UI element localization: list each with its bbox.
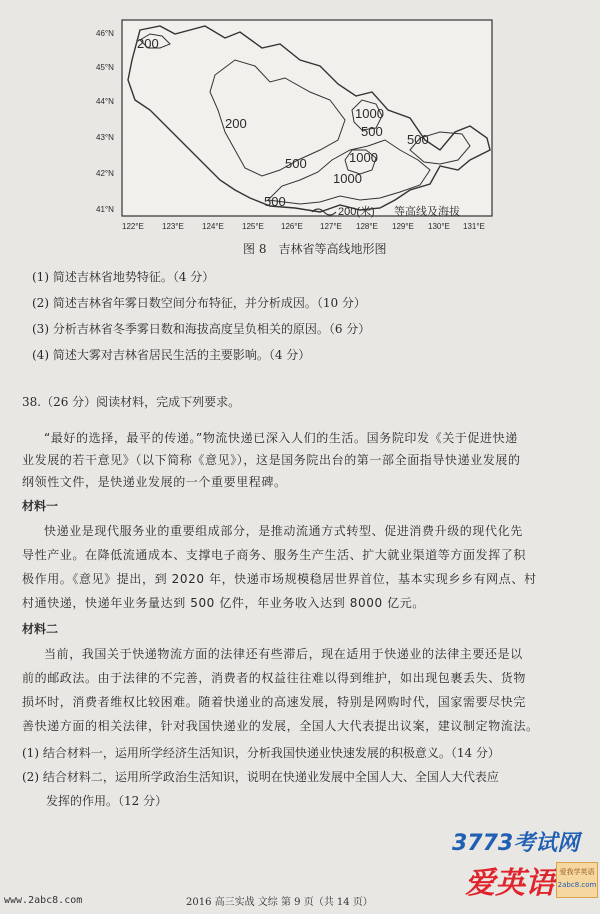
contour-label: 500 (407, 132, 429, 147)
lon-label: 125°E (242, 222, 264, 231)
contour-label: 500 (285, 156, 307, 171)
lon-labels (122, 222, 485, 231)
material-two-title: 材料二 (22, 622, 59, 636)
q38-intro-line: 业发展的若干意见》（以下简称《意见》），这是国务院出台的第一部全面指导快递业发展的 (22, 453, 521, 467)
jilin-contour-map (0, 0, 600, 240)
q37-item: (4) 简述大雾对吉林省居民生活的主要影响。（4 分） (32, 348, 311, 362)
material-two-line: 损坏时，消费者维权比较困难。随着快递业的高速发展，特别是网购时代，国家需要尽快完 (22, 695, 527, 709)
contour-label: 1000 (333, 171, 362, 186)
q37-item: (1) 简述吉林省地势特征。（4 分） (32, 270, 215, 284)
lat-label: 41°N (96, 205, 114, 214)
lon-label: 126°E (281, 222, 303, 231)
page-info: 2016 高三实战 文综 第 9 页（共 14 页） (186, 897, 373, 908)
watermark-3773: 3773考试网 (452, 831, 580, 856)
lon-label: 128°E (356, 222, 378, 231)
lon-label: 127°E (320, 222, 342, 231)
q37-item: (2) 简述吉林省年雾日数空间分布特征，并分析成因。（10 分） (32, 296, 366, 310)
contour-label: 1000 (355, 106, 384, 121)
lat-label: 46°N (96, 29, 114, 38)
legend-text: 等高线及海拔 (394, 206, 460, 218)
map-frame (122, 20, 492, 216)
watermark-small: 2abc8.com (557, 881, 597, 889)
material-one-line: 极作用。《意见》提出，到 2020 年，快递市场规模稳居世界首位，基本实现乡乡有网点、村 (22, 572, 537, 586)
lon-label: 131°E (463, 222, 485, 231)
q38-intro-line: “最好的选择，最平的传递。”物流快递已深入人们的生活。国务院印发《关于促进快递 (44, 431, 518, 445)
lat-label: 45°N (96, 63, 114, 72)
q38-header: 38.（26 分）阅读材料，完成下列要求。 (22, 395, 241, 409)
material-one-line: 快递业是现代服务业的重要组成部分，是推动流通方式转型、促进消费升级的现代化先 (44, 524, 523, 538)
lon-label: 130°E (428, 222, 450, 231)
contour-label: 200 (225, 116, 247, 131)
map-caption: 图 8 吉林省等高线地形图 (243, 242, 387, 256)
lat-label: 44°N (96, 97, 114, 106)
lat-label: 43°N (96, 133, 114, 142)
lon-label: 123°E (162, 222, 184, 231)
q38-question: (1) 结合材料一，运用所学经济生活知识，分析我国快递业快速发展的积极意义。（14 分） (22, 746, 500, 760)
lat-label: 42°N (96, 169, 114, 178)
legend-value: 200(米) (338, 206, 375, 218)
material-one-title: 材料一 (22, 499, 59, 513)
contour-label: 500 (264, 194, 286, 209)
q38-question: (2) 结合材料二，运用所学政治生活知识，说明在快递业发展中全国人大、全国人大代表应 (22, 770, 499, 784)
lat-labels (96, 29, 114, 214)
watermark-logo-box (556, 862, 598, 898)
contour-label: 200 (137, 36, 159, 51)
q38-question: 发挥的作用。（12 分） (22, 794, 168, 808)
material-one-line: 村通快递，快递年业务量达到 500 亿件，年业务收入达到 8000 亿元。 (22, 596, 425, 610)
q38-intro-line: 纲领性文件，是快递业发展的一个重要里程碑。 (22, 475, 287, 489)
watermark-tag: 爱我学英语 (559, 868, 595, 876)
contour-label: 1000 (349, 150, 378, 165)
lon-label: 122°E (122, 222, 144, 231)
material-two-line: 善快递方面的相关法律，针对我国快递业的发展，全国人大代表提出议案，建议制定物流法。 (22, 719, 539, 733)
lon-label: 124°E (202, 222, 224, 231)
lon-label: 129°E (392, 222, 414, 231)
site-url: www.2abc8.com (4, 895, 83, 906)
material-two-line: 当前，我国关于快递物流方面的法律还有些滞后，现在适用于快递业的法律主要还是以 (44, 647, 523, 661)
q37-item: (3) 分析吉林省冬季雾日数和海拔高度呈负相关的原因。（6 分） (32, 322, 371, 336)
material-two-line: 前的邮政法。由于法律的不完善，消费者的权益往往难以得到维护，如出现包裹丢失、货物 (22, 671, 527, 685)
material-one-line: 导性产业。在降低流通成本、支撑电子商务、服务生产生活、扩大就业渠道等方面发挥了积 (22, 548, 527, 562)
contour-label: 500 (361, 124, 383, 139)
watermark-aiyingyu: 爱英语 (465, 866, 555, 901)
